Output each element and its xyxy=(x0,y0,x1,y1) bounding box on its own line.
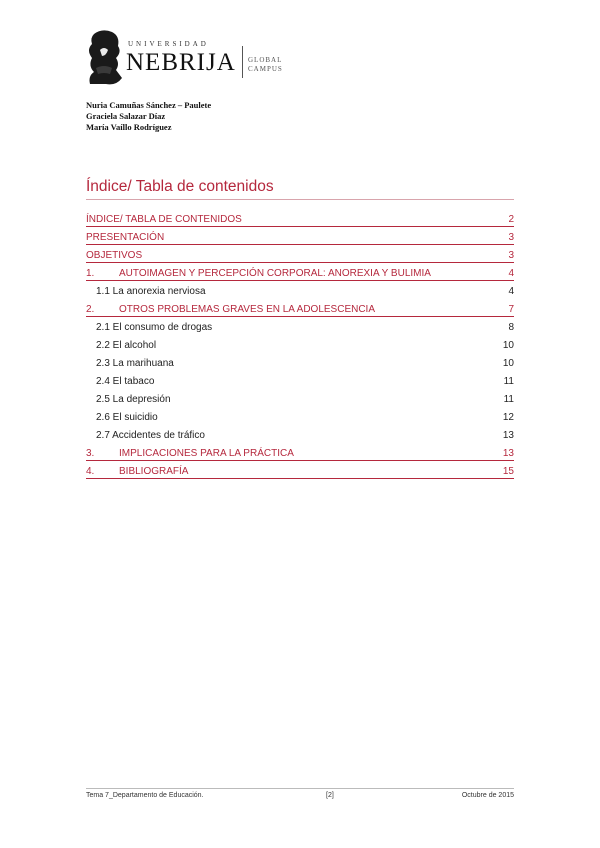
toc-entry-number: 3. xyxy=(86,448,95,459)
toc-entry-number: 2. xyxy=(86,304,95,315)
link-underline xyxy=(86,478,514,479)
toc-entry-label: 2.5 La depresión xyxy=(96,394,171,405)
toc-link-subsection[interactable] xyxy=(86,427,514,445)
toc-entry-page: 10 xyxy=(502,340,514,351)
toc-entry-label: OTROS PROBLEMAS GRAVES EN LA ADOLESCENCIA xyxy=(119,304,376,315)
toc-entry-page: 11 xyxy=(503,394,514,405)
toc-link-subsection[interactable] xyxy=(86,319,514,337)
logo-university-text: UNIVERSIDAD xyxy=(128,40,209,48)
author-name: María Vaíllo Rodríguez xyxy=(86,122,172,132)
toc-entry-label: OBJETIVOS xyxy=(86,250,143,261)
toc-entry-label: 1.1 La anorexia nerviosa xyxy=(96,286,206,297)
footer-date: Octubre de 2015 xyxy=(461,792,514,799)
toc-link-subsection[interactable] xyxy=(86,337,514,355)
toc-entry-page: 15 xyxy=(502,466,514,477)
toc-entry-label: PRESENTACIÓN xyxy=(86,232,165,243)
heading-rule xyxy=(86,199,514,200)
toc-entry-page: 4 xyxy=(508,268,514,279)
toc-entry-label: 2.6 El suicidio xyxy=(96,412,158,423)
author-list xyxy=(86,100,211,133)
link-underline xyxy=(86,244,514,245)
author-name: Graciela Salazar Díaz xyxy=(86,111,166,121)
toc-entry-page: 2 xyxy=(508,214,514,225)
logo-campus-text: CAMPUS xyxy=(248,65,283,73)
toc-entry-page: 12 xyxy=(502,412,514,423)
link-underline xyxy=(86,316,514,317)
toc-entry-page: 10 xyxy=(502,358,514,369)
toc-entry-label: 2.1 El consumo de drogas xyxy=(96,322,213,333)
link-underline xyxy=(86,280,514,281)
toc-entry-page: 3 xyxy=(508,250,514,261)
toc-link-section-3[interactable] xyxy=(86,445,514,463)
footer-left-text: Tema 7_Departamento de Educación. xyxy=(86,792,204,799)
table-of-contents xyxy=(86,211,514,481)
bust-logo-icon xyxy=(86,28,124,86)
toc-entry-page: 3 xyxy=(508,232,514,243)
toc-entry-label: 2.2 El alcohol xyxy=(96,340,157,351)
toc-heading: Índice/ Tabla de contenidos xyxy=(86,178,274,195)
toc-link-objetivos[interactable] xyxy=(86,247,514,265)
footer-page-number: [2] xyxy=(326,792,334,799)
toc-link-section-4[interactable] xyxy=(86,463,514,481)
logo-global-text: GLOBAL xyxy=(248,56,283,64)
toc-entry-number: 1. xyxy=(86,268,95,279)
logo-global-campus xyxy=(248,56,283,74)
toc-link-subsection[interactable] xyxy=(86,283,514,301)
footer-rule xyxy=(86,788,514,789)
toc-entry-page: 7 xyxy=(508,304,514,315)
toc-link-subsection[interactable] xyxy=(86,409,514,427)
toc-entry-label: ÍNDICE/ TABLA DE CONTENIDOS xyxy=(86,214,242,225)
toc-entry-page: 11 xyxy=(503,376,514,387)
toc-link-indice[interactable] xyxy=(86,211,514,229)
toc-entry-page: 13 xyxy=(502,448,514,459)
toc-link-section-1[interactable] xyxy=(86,265,514,283)
link-underline xyxy=(86,262,514,263)
toc-entry-label: 2.7 Accidentes de tráfico xyxy=(96,430,205,441)
logo-nebrija-text: NEBRIJA xyxy=(126,49,236,76)
toc-entry-label: AUTOIMAGEN Y PERCEPCIÓN CORPORAL: ANOREXIA Y BULIMIA xyxy=(119,268,431,279)
toc-entry-number: 4. xyxy=(86,466,95,477)
toc-link-subsection[interactable] xyxy=(86,373,514,391)
toc-entry-page: 4 xyxy=(508,286,514,297)
toc-link-subsection[interactable] xyxy=(86,391,514,409)
toc-entry-label: 2.3 La marihuana xyxy=(96,358,174,369)
university-logo xyxy=(86,28,316,88)
toc-link-section-2[interactable] xyxy=(86,301,514,319)
toc-entry-page: 8 xyxy=(508,322,514,333)
toc-entry-page: 13 xyxy=(502,430,514,441)
toc-entry-label: IMPLICACIONES PARA LA PRÁCTICA xyxy=(119,448,294,459)
author-name: Nuria Camuñas Sánchez – Paulete xyxy=(86,100,212,110)
link-underline xyxy=(86,460,514,461)
toc-entry-label: BIBLIOGRAFÍA xyxy=(119,466,189,477)
toc-link-presentacion[interactable] xyxy=(86,229,514,247)
link-underline xyxy=(86,226,514,227)
toc-entry-label: 2.4 El tabaco xyxy=(96,376,155,387)
logo-divider xyxy=(242,46,243,78)
toc-link-subsection[interactable] xyxy=(86,355,514,373)
